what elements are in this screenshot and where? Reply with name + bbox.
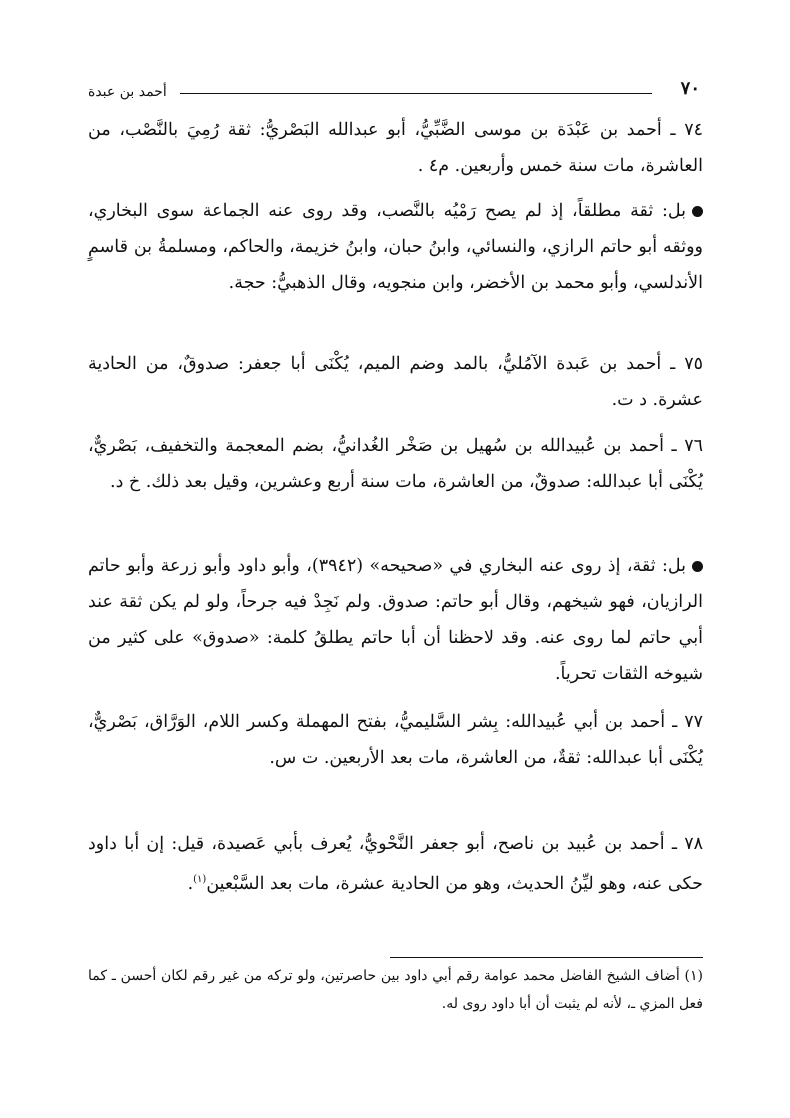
page-header	[88, 78, 700, 108]
bullet-icon	[692, 561, 703, 572]
running-title: أحمد بن عبدة	[88, 84, 167, 100]
entry-78-text: ٧٨ ـ أحمد بن عُبيد بن ناصح، أبو جعفر النَّحْويُّ، يُعرف بأبي عَصيدة، قيل: إن أبا داود حكى عنه، وهو ليِّنُ الحديث، وهو من الحادية عشرة، مات بعد السَّبْعين	[88, 834, 703, 894]
comment-76	[88, 548, 703, 692]
bullet-icon	[692, 206, 703, 217]
entry-76	[88, 428, 703, 500]
entry-78	[88, 826, 703, 902]
page-number: ٧٠	[680, 78, 700, 99]
footnote	[88, 962, 703, 1018]
entry-75	[88, 346, 703, 418]
footnote-divider	[390, 957, 703, 958]
entry-78-period: .	[187, 873, 194, 894]
entry-77-text: ٧٧ ـ أحمد بن أبي عُبيدالله: بِشر السَّليميُّ، بفتح المهملة وكسر اللام، الوَرَّاق، بَصْريٌّ، يُكْنَى أبا عبدالله: ثقةٌ، من العاشرة، مات بعد الأربعين. ت س.	[88, 712, 703, 768]
entry-77	[88, 704, 703, 776]
comment-74-text: بل: ثقة مطلقاً، إذ لم يصح رَمْيُه بالنَّصب، وقد روى عنه الجماعة سوى البخاري، ووثقه أبو حاتم الرازي، والنسائي، وابنُ حبان، وابنُ خزيمة، والحاكم، ومسلمةُ بن قاسمٍ الأندلسي، وأبو محمد بن الأخضر، وابن منجويه، وقال الذهبيُّ: حجة.	[88, 201, 703, 293]
footnote-ref: (١)	[193, 874, 207, 885]
header-rule	[180, 93, 652, 94]
entry-76-text: ٧٦ ـ أحمد بن عُبيدالله بن سُهيل بن صَخْر الغُدانيُّ، بضم المعجمة والتخفيف، بَصْريٌّ، يُكْنَى أبا عبدالله: صدوقٌ، من العاشرة، مات سنة أربع وعشرين، وقيل بعد ذلك. خ د.	[88, 436, 703, 492]
comment-76-text: بل: ثقة، إذ روى عنه البخاري في «صحيحه» (٣٩٤٢)، وأبو داود وأبو زرعة وأبو حاتم الرازيان، فهو شيخهم، وقال أبو حاتم: صدوق. ولم نَجِدْ فيه جرحاً، ولو لم يكن ثقة عند أبي حاتم لما روى عنه. وقد لاحظنا أن أبا حاتم يطلقُ كلمة: «صدوق» على كثير من شيوخه الثقات تحرياً.	[88, 556, 703, 684]
entry-75-text: ٧٥ ـ أحمد بن عَبدة الآمُليُّ، بالمد وضم الميم، يُكْنَى أبا جعفر: صدوقٌ، من الحادية عشرة. د ت.	[88, 354, 703, 410]
footnote-text: (١) أضاف الشيخ الفاضل محمد عوامة رقم أبي داود بين حاصرتين، ولو تركه من غير رقم لكان أحسن ـ كما فعل المزي ـ، لأنه لم يثبت أن أبا داود روى له.	[88, 968, 703, 1012]
entry-74-text: ٧٤ ـ أحمد بن عَبْدَة بن موسى الضَّبِّيُّ، أبو عبدالله البَصْريُّ: ثقة رُمِيَ بالنَّصْب، من العاشرة، مات سنة خمس وأربعين. م٤ .	[88, 120, 703, 176]
comment-74	[88, 193, 703, 301]
entry-74	[88, 112, 703, 184]
